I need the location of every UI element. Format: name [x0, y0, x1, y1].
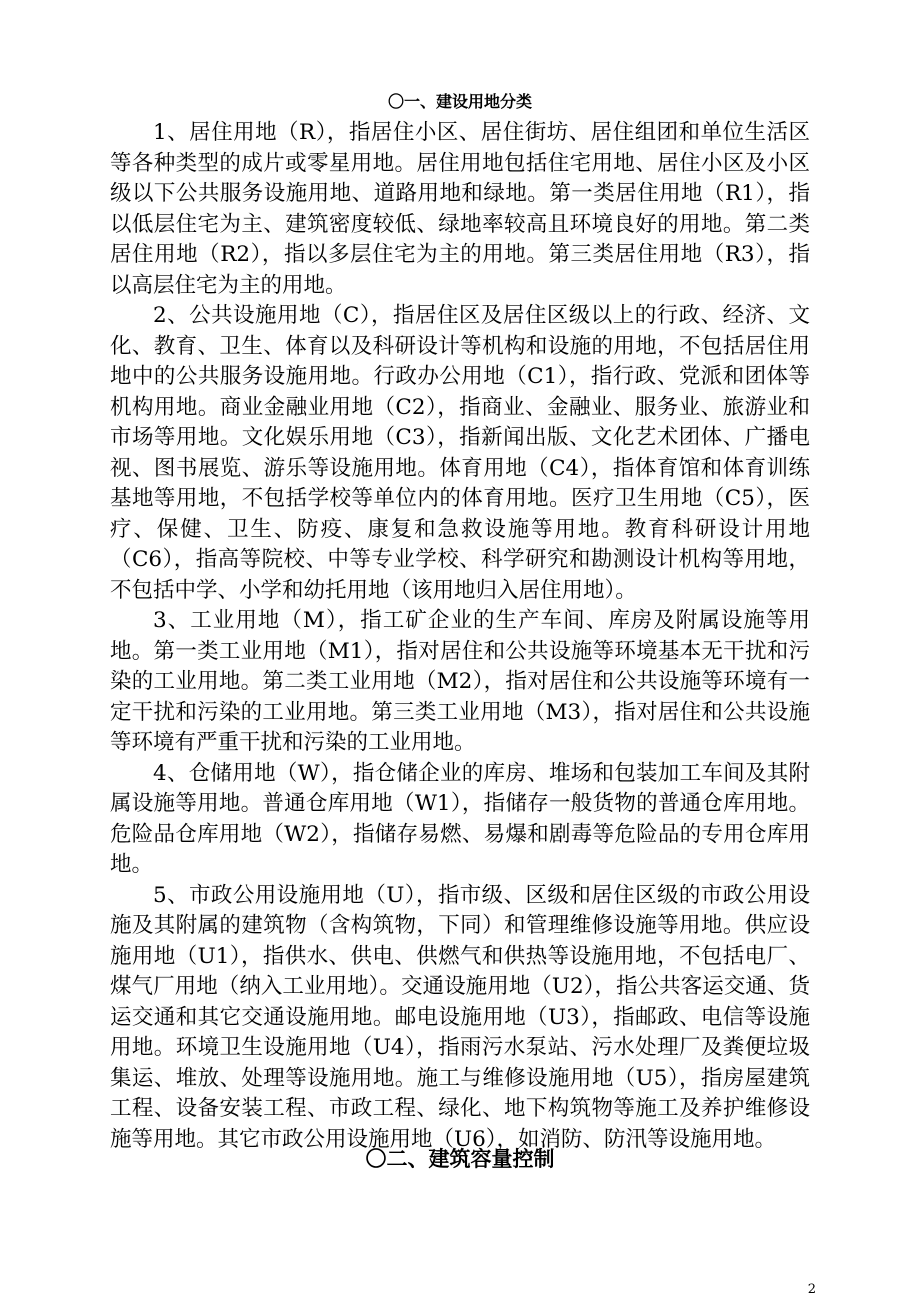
- section-body: [110, 118, 810, 1155]
- section-title-land-classification: 〇一、建设用地分类: [387, 92, 532, 111]
- paragraph-warehouse-land: 4、仓储用地（W），指仓储企业的库房、堆场和包装加工车间及其附属设施等用地。普通仓库用地（W1），指储存一般货物的普通仓库用地。危险品仓库用地（W2），指储存易燃、易爆和剧毒等危险品的专用仓库用地。: [110, 760, 810, 877]
- section-title-building-capacity: 〇二、建筑容量控制: [365, 1147, 555, 1171]
- paragraph-industrial-land: 3、工业用地（M），指工矿企业的生产车间、库房及附属设施等用地。第一类工业用地（M1），指对居住和公共设施等环境基本无干扰和污染的工业用地。第二类工业用地（M2），指对居住和公共设施等环境有一定干扰和污染的工业用地。第三类工业用地（M3），指对居住和公共设施等环境有严重干扰和污染的工业用地。: [110, 608, 810, 755]
- paragraph-residential-land: 1、居住用地（R），指居住小区、居住街坊、居住组团和单位生活区等各种类型的成片或零星用地。居住用地包括住宅用地、居住小区及小区级以下公共服务设施用地、道路用地和绿地。第一类居住用地（R1），指以低层住宅为主、建筑密度较低、绿地率较高且环境良好的用地。第二类居住用地（R2），指以多层住宅为主的用地。第三类居住用地（R3），指以高层住宅为主的用地。: [110, 120, 810, 298]
- paragraph-public-facilities-land: 2、公共设施用地（C），指居住区及居住区级以上的行政、经济、文化、教育、卫生、体育以及科研设计等机构和设施的用地，不包括居住用地中的公共服务设施用地。行政办公用地（C1），指行政、党派和团体等机构用地。商业金融业用地（C2），指商业、金融业、服务业、旅游业和市场等用地。文化娱乐用地（C3），指新闻出版、文化艺术团体、广播电视、图书展览、游乐等设施用地。体育用地（C4），指体育馆和体育训练基地等用地，不包括学校等单位内的体育用地。医疗卫生用地（C5），医疗、保健、卫生、防疫、康复和急救设施等用地。教育科研设计用地（C6），指高等院校、中等专业学校、科学研究和勘测设计机构等用地，不包括中学、小学和幼托用地（该用地归入居住用地）。: [110, 303, 810, 603]
- page-number: 2: [807, 1282, 816, 1297]
- paragraph-municipal-utilities-land: 5、市政公用设施用地（U），指市级、区级和居住区级的市政公用设施及其附属的建筑物（含构筑物，下同）和管理维修设施等用地。供应设施用地（U1），指供水、供电、供燃气和供热等设施用地，不包括电厂、煤气厂用地（纳入工业用地）。交通设施用地（U2），指公共客运交通、货运交通和其它交通设施用地。邮电设施用地（U3），指邮政、电信等设施用地。环境卫生设施用地（U4），指雨污水泵站、污水处理厂及粪便垃圾集运、堆放、处理等设施用地。施工与维修设施用地（U5），指房屋建筑工程、设备安装工程、市政工程、绿化、地下构筑物等施工及养护维修设施等用地。其它市政公用设施用地（U6），如消防、防汛等设施用地。: [110, 882, 810, 1152]
